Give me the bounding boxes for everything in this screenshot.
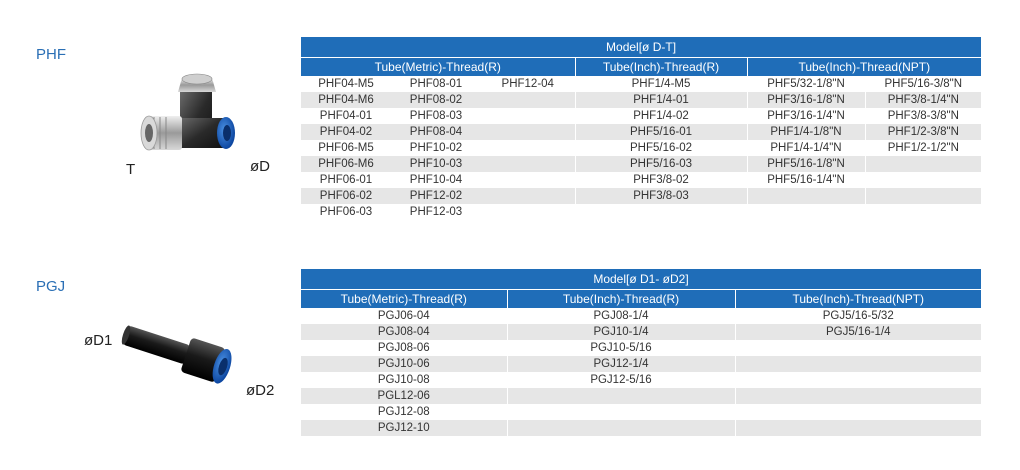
- pgj-col-header-metric-r: Tube(Metric)-Thread(R): [301, 290, 507, 309]
- pgj-reducer-fitting-image: [118, 318, 248, 388]
- table-cell: [481, 188, 575, 204]
- table-row: [301, 76, 981, 92]
- table-row: [301, 372, 981, 388]
- table-cell: [481, 124, 575, 140]
- table-cell: PHF04-02: [301, 124, 391, 140]
- table-cell: PHF3/8-02: [575, 172, 747, 188]
- table-row: [301, 108, 981, 124]
- table-cell: [507, 404, 735, 420]
- table-cell: PHF1/4-1/8"N: [747, 124, 865, 140]
- table-cell: PHF3/16-1/4"N: [747, 108, 865, 124]
- table-cell: PHF3/8-1/4"N: [865, 92, 981, 108]
- table-cell: [507, 388, 735, 404]
- table-cell: [481, 140, 575, 156]
- table-cell: [735, 420, 981, 436]
- table-cell: [481, 92, 575, 108]
- table-cell: [735, 340, 981, 356]
- table-cell: PHF5/32-1/8"N: [747, 76, 865, 92]
- table-cell: PGJ10-5/16: [507, 340, 735, 356]
- table-row: [301, 140, 981, 156]
- table-cell: PGJ12-5/16: [507, 372, 735, 388]
- phf-section-title: PHF: [36, 46, 66, 63]
- table-cell: PGJ5/16-1/4: [735, 324, 981, 340]
- table-cell: PHF5/16-1/4"N: [747, 172, 865, 188]
- table-cell: [735, 404, 981, 420]
- table-cell: PHF08-03: [409, 110, 463, 122]
- pgj-section-title: PGJ: [36, 278, 66, 295]
- table-cell: PHF06-02: [301, 188, 391, 204]
- table-cell: PGJ06-04: [377, 310, 430, 322]
- table-row: [301, 404, 981, 420]
- table-cell: [481, 156, 575, 172]
- table-row: [301, 188, 981, 204]
- table-cell: [865, 188, 981, 204]
- table-cell: [507, 420, 735, 436]
- phf-model-header: Model[ø D-T]: [301, 37, 981, 58]
- phf-tube-diameter-label: øD: [250, 158, 270, 175]
- table-cell: PGJ12-08: [377, 406, 430, 418]
- table-row: [301, 388, 981, 404]
- table-cell: PHF5/16-02: [575, 140, 747, 156]
- table-row: [301, 204, 981, 220]
- pgj-d2-label: øD2: [246, 382, 275, 399]
- table-cell: PHF5/16-01: [575, 124, 747, 140]
- table-cell: PGJ10-06: [301, 356, 507, 372]
- table-cell: PHF08-01: [409, 78, 463, 90]
- table-cell: PHF5/16-3/8"N: [865, 76, 981, 92]
- table-cell: PHF08-04: [391, 124, 481, 140]
- table-cell: PHF06-01: [319, 174, 373, 186]
- table-row: [301, 340, 981, 356]
- table-cell: PHF10-02: [409, 142, 463, 154]
- table-cell: PHF12-03: [409, 206, 463, 218]
- table-row: [301, 308, 981, 324]
- table-cell: PGJ10-08: [377, 374, 430, 386]
- table-row: [301, 324, 981, 340]
- table-cell: PHF1/2-3/8"N: [865, 124, 981, 140]
- pgj-d1-label: øD1: [84, 332, 113, 349]
- phf-elbow-fitting-image: [120, 70, 250, 180]
- table-cell: PHF06-M6: [301, 156, 391, 172]
- table-cell: PHF3/8-03: [575, 188, 747, 204]
- table-cell: PGJ10-1/4: [507, 324, 735, 340]
- table-cell: PHF04-M5: [318, 78, 374, 90]
- table-cell: [735, 372, 981, 388]
- pgj-col-header-inch-npt: Tube(Inch)-Thread(NPT): [735, 290, 981, 309]
- table-cell: PGJ12-1/4: [507, 356, 735, 372]
- table-cell: PGL12-06: [301, 388, 507, 404]
- table-cell: PHF1/4-01: [575, 92, 747, 108]
- table-cell: PHF1/4-M5: [575, 76, 747, 92]
- table-cell: [575, 204, 747, 220]
- table-cell: [735, 356, 981, 372]
- table-cell: PHF12-04: [501, 78, 554, 90]
- phf-table-body: [301, 76, 981, 220]
- table-cell: PHF08-02: [391, 92, 481, 108]
- pgj-table-body: [301, 308, 981, 436]
- table-cell: PHF1/2-1/2"N: [865, 140, 981, 156]
- pgj-model-header: Model[ø D1- øD2]: [301, 269, 981, 290]
- pgj-model-table: [301, 269, 981, 436]
- table-cell: PHF3/16-1/8"N: [747, 92, 865, 108]
- table-cell: [735, 388, 981, 404]
- table-cell: PHF04-01: [319, 110, 373, 122]
- table-cell: PHF12-02: [391, 188, 481, 204]
- table-cell: PHF1/4-1/4"N: [747, 140, 865, 156]
- table-cell: [747, 204, 865, 220]
- table-row: [301, 420, 981, 436]
- table-cell: PGJ12-10: [301, 420, 507, 436]
- phf-model-table: [301, 37, 981, 220]
- phf-col-header-metric-r: Tube(Metric)-Thread(R): [301, 58, 575, 77]
- table-cell: PGJ08-1/4: [507, 308, 735, 324]
- table-row: [301, 92, 981, 108]
- table-cell: PHF1/4-02: [575, 108, 747, 124]
- table-cell: [481, 108, 575, 124]
- table-cell: PHF5/16-03: [575, 156, 747, 172]
- table-cell: [865, 156, 981, 172]
- table-cell: PHF5/16-1/8"N: [747, 156, 865, 172]
- table-row: [301, 172, 981, 188]
- table-cell: PGJ08-06: [377, 342, 430, 354]
- phf-thread-label: T: [126, 161, 136, 178]
- pgj-col-header-inch-r: Tube(Inch)-Thread(R): [507, 290, 735, 309]
- table-cell: PHF3/8-3/8"N: [865, 108, 981, 124]
- table-cell: PHF04-M6: [301, 92, 391, 108]
- table-cell: [865, 204, 981, 220]
- phf-col-header-inch-npt: Tube(Inch)-Thread(NPT): [747, 58, 981, 77]
- table-cell: PHF10-03: [391, 156, 481, 172]
- table-cell: PHF10-04: [409, 174, 463, 186]
- table-cell: [747, 188, 865, 204]
- table-row: [301, 124, 981, 140]
- table-cell: [865, 172, 981, 188]
- table-row: [301, 356, 981, 372]
- phf-col-header-inch-r: Tube(Inch)-Thread(R): [575, 58, 747, 77]
- table-cell: [481, 204, 575, 220]
- table-cell: PGJ5/16-5/32: [735, 308, 981, 324]
- table-cell: PGJ08-04: [301, 324, 507, 340]
- table-cell: [481, 172, 575, 188]
- table-cell: PHF06-03: [319, 206, 373, 218]
- table-cell: PHF06-M5: [318, 142, 374, 154]
- table-row: [301, 156, 981, 172]
